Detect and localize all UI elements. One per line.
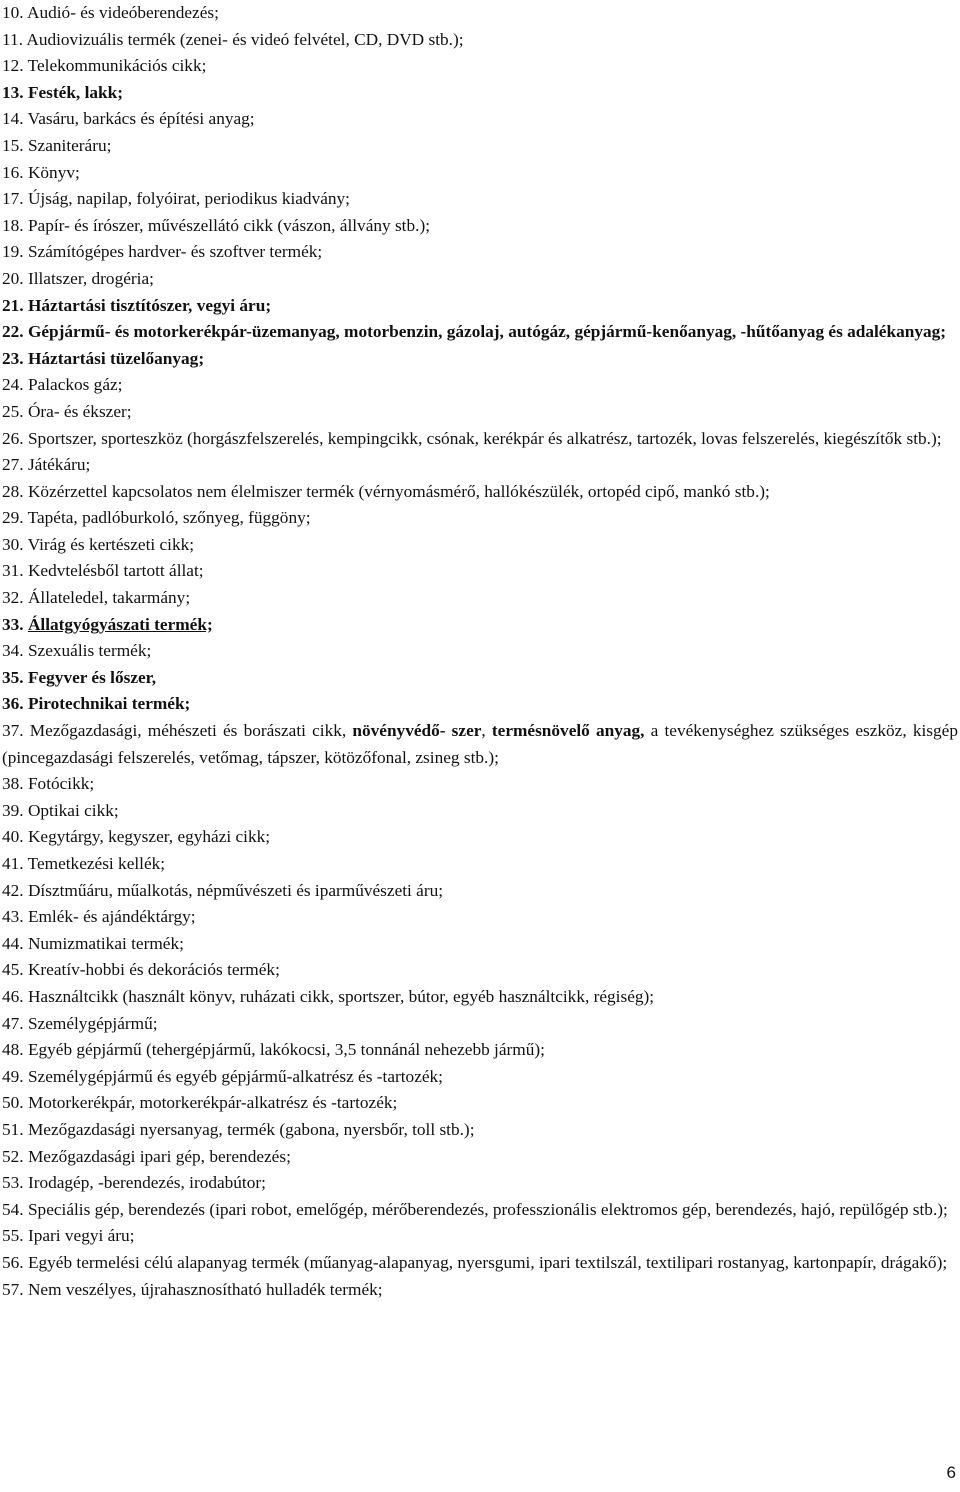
page-number: 6 (946, 1463, 956, 1482)
list-item: 18. Papír- és írószer, művészellátó cikk (vászon, állvány stb.); (2, 215, 431, 235)
list-item: 27. Játékáru; (2, 455, 91, 475)
list-item: 10. Audió- és videóberendezés; (2, 3, 219, 22)
list-item: 21. Háztartási tisztítószer, vegyi áru; (2, 295, 272, 315)
list-item: 33. Állatgyógyászati termék; (2, 614, 213, 634)
list-item: 54. Speciális gép, berendezés (ipari robot, emelőgép, mérőberendezés, professzionális elektromos gép, berendezés, hajó, repülőgép stb.); (2, 1199, 948, 1219)
document-body (2, 0, 958, 1303)
list-item: 39. Optikai cikk; (2, 800, 119, 820)
list-item: 47. Személygépjármű; (2, 1013, 158, 1033)
list-item: 51. Mezőgazdasági nyersanyag, termék (gabona, nyersbőr, toll stb.); (2, 1119, 475, 1139)
list-item: 26. Sportszer, sporteszköz (horgászfelszerelés, kempingcikk, csónak, kerékpár és alkatrész, tartozék, lovas felszerelés, kiegészítők stb.); (2, 428, 942, 448)
list-item: 40. Kegytárgy, kegyszer, egyházi cikk; (2, 827, 271, 847)
list-item: 53. Irodagép, -berendezés, irodabútor; (2, 1173, 266, 1193)
list-item: 41. Temetkezési kellék; (2, 854, 166, 873)
list-item: 36. Pirotechnikai termék; (2, 694, 191, 714)
list-item: 38. Fotócikk; (2, 774, 95, 794)
list-item: 52. Mezőgazdasági ipari gép, berendezés; (2, 1146, 291, 1166)
list-item: 30. Virág és kertészeti cikk; (2, 534, 195, 554)
list-item: 45. Kreatív-hobbi és dekorációs termék; (2, 960, 280, 980)
list-item: 56. Egyéb termelési célú alapanyag termék (műanyag-alapanyag, nyersgumi, ipari textilszál, textilipari rostanyag, kartonpapír, drágakő); (2, 1252, 948, 1272)
list-item: 13. Festék, lakk; (2, 82, 123, 102)
list-item: 15. Szaniteráru; (2, 135, 112, 155)
list-item: 23. Háztartási tüzelőanyag; (2, 348, 205, 368)
list-item: 46. Használtcikk (használt könyv, ruházati cikk, sportszer, bútor, egyéb használtcikk, régiség); (2, 986, 655, 1006)
list-item: 25. Óra- és ékszer; (2, 401, 132, 421)
list-item: 32. Állateledel, takarmány; (2, 588, 191, 608)
list-item: 49. Személygépjármű és egyéb gépjármű-alkatrész és -tartozék; (2, 1066, 443, 1086)
list-item: 50. Motorkerékpár, motorkerékpár-alkatrész és -tartozék; (2, 1093, 398, 1113)
list-item: 34. Szexuális termék; (2, 641, 152, 661)
list-item: 12. Telekommunikációs cikk; (2, 56, 207, 76)
list-item: 24. Palackos gáz; (2, 375, 123, 395)
list-item: 11. Audiovizuális termék (zenei- és videó felvétel, CD, DVD stb.); (2, 29, 464, 49)
list-item: 28. Közérzettel kapcsolatos nem élelmiszer termék (vérnyomásmérő, hallókészülék, ortopéd cipő, mankó stb.); (2, 481, 770, 501)
list-item: 22. Gépjármű- és motorkerékpár-üzemanyag, motorbenzin, gázolaj, autógáz, gépjármű-kenőanyag, -hűtőanyag és adalékanyag; (2, 322, 947, 342)
list-item: 42. Dísztműáru, műalkotás, népművészeti és iparművészeti áru; (2, 880, 444, 900)
list-item: 44. Numizmatikai termék; (2, 933, 184, 953)
list-item: 20. Illatszer, drogéria; (2, 268, 154, 288)
list-item: 14. Vasáru, barkács és építési anyag; (2, 109, 255, 129)
list-item: 19. Számítógépes hardver- és szoftver termék; (2, 242, 323, 262)
list-item: 16. Könyv; (2, 162, 80, 182)
list-item: 29. Tapéta, padlóburkoló, szőnyeg, függöny; (2, 508, 311, 528)
list-item: 31. Kedvtelésből tartott állat; (2, 561, 204, 581)
list-item: 48. Egyéb gépjármű (tehergépjármű, lakókocsi, 3,5 tonnánál nehezebb jármű); (2, 1040, 545, 1060)
list-item: 35. Fegyver és lőszer, (2, 667, 157, 687)
list-item: 43. Emlék- és ajándéktárgy; (2, 907, 196, 927)
list-item: 37. Mezőgazdasági, méhészeti és borászati cikk, növényvédő- szer, termésnövelő anyag, a tevékenységhez szükséges eszköz, kisgép (pincegazdasági felszerelés, vetőmag, tápszer, kötözőfonal, zsineg stb.); (2, 721, 958, 767)
list-item: 55. Ipari vegyi áru; (2, 1226, 135, 1246)
list-item: 57. Nem veszélyes, újrahasznosítható hulladék termék; (2, 1279, 383, 1299)
list-item: 17. Újság, napilap, folyóirat, periodikus kiadvány; (2, 189, 350, 209)
